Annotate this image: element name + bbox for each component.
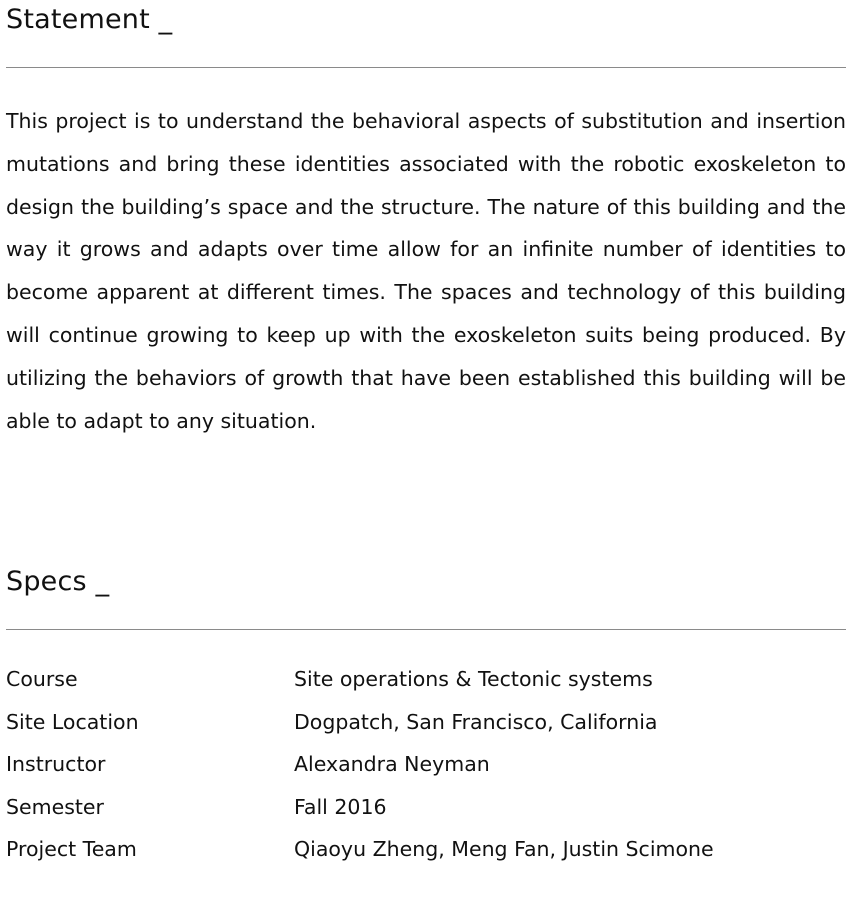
spec-label: Instructor (6, 752, 106, 777)
spec-value: Qiaoyu Zheng, Meng Fan, Justin Scimone (294, 837, 714, 862)
spec-value: Alexandra Neyman (294, 752, 490, 777)
spec-row-project-team (6, 828, 846, 871)
spec-row-site-location (6, 701, 846, 744)
statement-divider (6, 67, 846, 68)
spec-row-semester (6, 786, 846, 829)
spec-value: Site operations & Tectonic systems (294, 667, 653, 691)
spec-label: Course (6, 667, 78, 691)
spec-label: Project Team (6, 837, 137, 862)
spec-row-instructor (6, 743, 846, 786)
statement-heading: Statement _ (6, 4, 173, 35)
spec-label: Semester (6, 794, 104, 819)
statement-paragraph: This project is to understand the behavioral aspects of substitution and insertion mutations and bring these identities associated with the robotic exoskeleton to design the building’s space and the structure. The nature of this building and the way it grows and adapts over time allow for an infinite number of identities to become apparent at different times. The spaces and technology of this building will continue growing to keep up with the exoskeleton suits being produced. By utilizing the behaviors of growth that have been established this building will be able to adapt to any situation. (6, 109, 846, 433)
spec-label: Site Location (6, 709, 139, 734)
specs-divider (6, 629, 846, 630)
spec-row-course (6, 658, 846, 701)
specs-table (6, 658, 846, 871)
spec-value: Fall 2016 (294, 794, 387, 819)
specs-heading: Specs _ (6, 566, 110, 597)
spec-value: Dogpatch, San Francisco, California (294, 709, 658, 734)
